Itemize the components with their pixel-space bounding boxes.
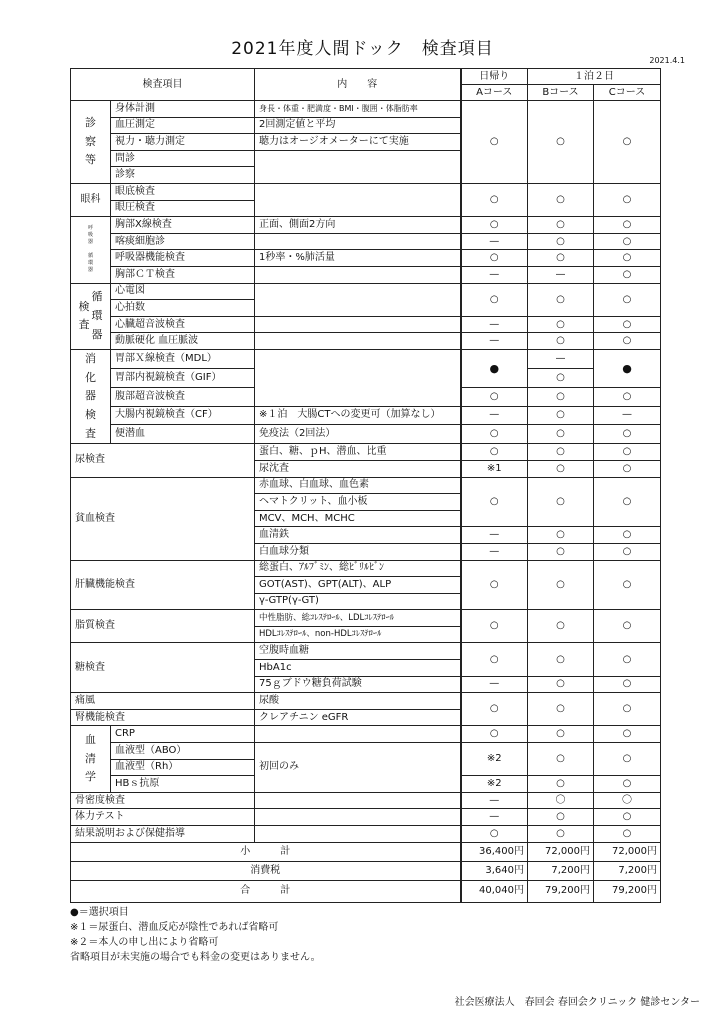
mark-a: — — [461, 527, 528, 544]
mark-a: — — [461, 266, 528, 283]
mark-c: ○ — [594, 101, 661, 184]
content-label: HbA1c — [255, 660, 461, 677]
mark-c: ○ — [594, 693, 661, 726]
mark-c: ○ — [594, 543, 661, 560]
table-row — [71, 250, 661, 267]
content-label: 中性脂肪、総ｺﾚｽﾃﾛｰﾙ、LDLｺﾚｽﾃﾛｰﾙ — [255, 610, 461, 627]
header-course-a: Aコース — [461, 85, 528, 101]
mark-c: 〇 — [594, 792, 661, 809]
mark-a: ○ — [461, 560, 528, 610]
content-label: HDLｺﾚｽﾃﾛｰﾙ、non-HDLｺﾚｽﾃﾛｰﾙ — [255, 626, 461, 643]
content-label: γ-GTP(γ-GT) — [255, 593, 461, 610]
mark-b: ○ — [528, 444, 594, 461]
item-label: 血液型（ABO） — [111, 743, 255, 760]
item-label: 便潜血 — [111, 425, 255, 444]
note-line: 省略項目が未実施の場合でも料金の変更はありません。 — [70, 952, 321, 963]
total-label: 合 計 — [71, 880, 461, 902]
mark-a: — — [461, 809, 528, 826]
mark-a: — — [461, 792, 528, 809]
header-ippaku: １泊２日 — [528, 69, 661, 85]
mark-c: ○ — [594, 333, 661, 350]
tax-row — [71, 861, 661, 880]
mark-a: — — [461, 333, 528, 350]
mark-b: ○ — [528, 477, 594, 527]
item-label: 呼吸器機能検査 — [111, 250, 255, 267]
note-line: ※２＝本人の申し出により省略可 — [70, 937, 219, 948]
content-label: 身長・体重・肥満度・BMI・腹囲・体脂肪率 — [255, 101, 461, 118]
content-label — [255, 349, 461, 406]
mark-c: ○ — [594, 316, 661, 333]
content-label — [255, 233, 461, 250]
mark-c: ○ — [594, 283, 661, 316]
total-c: 79,200円 — [594, 880, 661, 902]
mark-a: ※2 — [461, 776, 528, 793]
content-label: 2回測定値と平均 — [255, 117, 461, 134]
mark-b: ○ — [528, 406, 594, 425]
mark-c: ○ — [594, 217, 661, 234]
mark-b: — — [528, 266, 594, 283]
mark-c: ○ — [594, 826, 661, 843]
item-label: 胃部内視鏡検査（GIF） — [111, 368, 255, 387]
mark-c: ● — [594, 349, 661, 387]
content-label — [255, 726, 461, 743]
group-kessei: 血 清 学 — [71, 726, 111, 792]
mark-b: 〇 — [528, 792, 594, 809]
header-content: 内 容 — [255, 69, 461, 101]
content-label: 総蛋白、ｱﾙﾌﾞﾐﾝ、総ﾋﾞﾘﾙﾋﾞﾝ — [255, 560, 461, 577]
mark-a: ○ — [461, 283, 528, 316]
group-shinsatsu: 診 察 等 — [71, 101, 111, 184]
group-shokaki: 消 化 器 検 査 — [71, 349, 111, 443]
mark-a: ○ — [461, 183, 528, 216]
content-label: GOT(AST)、GPT(ALT)、ALP — [255, 577, 461, 594]
notes — [70, 905, 321, 965]
mark-a: ○ — [461, 477, 528, 527]
content-label: 蛋白、糖、ｐH、潜血、比重 — [255, 444, 461, 461]
mark-c: ○ — [594, 183, 661, 216]
table-row — [71, 726, 661, 743]
mark-a: — — [461, 233, 528, 250]
item-label: 眼底検査 — [111, 183, 255, 200]
mark-a: ○ — [461, 693, 528, 726]
content-label: 尿酸 — [255, 693, 461, 710]
item-label: 血液型（Rh） — [111, 759, 255, 776]
item-label: 眼圧検査 — [111, 200, 255, 217]
table-row — [71, 693, 661, 710]
mark-b: ○ — [528, 610, 594, 643]
table-row — [71, 406, 661, 425]
item-label: 身体計測 — [111, 101, 255, 118]
content-label: 初回のみ — [255, 743, 461, 793]
group-junkanki: 循 環 器 — [91, 290, 103, 341]
item-label: 視力・聴力測定 — [111, 134, 255, 151]
mark-a: — — [461, 543, 528, 560]
subtotal-row — [71, 842, 661, 861]
content-label: 尿沈査 — [255, 460, 461, 477]
mark-a: — — [461, 406, 528, 425]
group-shishitsu: 脂質検査 — [71, 610, 255, 643]
group-hinketsu: 貧血検査 — [71, 477, 255, 560]
content-label: 赤血球、白血球、血色素 — [255, 477, 461, 494]
content-label: 正面、側面2方向 — [255, 217, 461, 234]
mark-a: — — [461, 676, 528, 693]
mark-a: ○ — [461, 101, 528, 184]
mark-a: ○ — [461, 425, 528, 444]
group-jinzo: 腎機能検査 — [71, 709, 255, 726]
mark-b: ○ — [528, 368, 594, 387]
mark-a: ○ — [461, 217, 528, 234]
mark-a: ○ — [461, 250, 528, 267]
mark-a: ○ — [461, 387, 528, 406]
mark-b: — — [528, 349, 594, 368]
mark-a: ○ — [461, 444, 528, 461]
item-label: 胸部X線検査 — [111, 217, 255, 234]
total-a: 40,040円 — [461, 880, 528, 902]
mark-c: ○ — [594, 477, 661, 527]
content-label — [255, 809, 461, 826]
mark-b: ○ — [528, 776, 594, 793]
content-label — [255, 316, 461, 333]
mark-a: ※2 — [461, 743, 528, 776]
content-label — [255, 826, 461, 843]
mark-b: ○ — [528, 693, 594, 726]
item-label: 動脈硬化 血圧脈波 — [111, 333, 255, 350]
mark-c: ○ — [594, 460, 661, 477]
mark-b: ○ — [528, 101, 594, 184]
content-label — [255, 283, 461, 316]
content-label: 75ｇブドウ糖負荷試験 — [255, 676, 461, 693]
content-label: 空腹時血糖 — [255, 643, 461, 660]
table-row — [71, 610, 661, 627]
item-label: 診察 — [111, 167, 255, 184]
group-kanzo: 肝臓機能検査 — [71, 560, 255, 610]
mark-b: ○ — [528, 676, 594, 693]
group-nyo: 尿検査 — [71, 444, 255, 477]
total-b: 79,200円 — [528, 880, 594, 902]
mark-c: ○ — [594, 266, 661, 283]
content-label: 血清鉄 — [255, 527, 461, 544]
table-row — [71, 349, 661, 368]
content-label: 1秒率・%肺活量 — [255, 250, 461, 267]
mark-c: ○ — [594, 444, 661, 461]
mark-b: ○ — [528, 283, 594, 316]
item-label: 心拍数 — [111, 300, 255, 317]
subtotal-b: 72,000円 — [528, 842, 594, 861]
note-line: ※１＝尿蛋白、潜血反応が陰性であれば省略可 — [70, 922, 279, 933]
content-label — [255, 183, 461, 216]
header-course-b: Bコース — [528, 85, 594, 101]
table-row — [71, 283, 661, 300]
mark-a: ○ — [461, 826, 528, 843]
table-row — [71, 101, 661, 118]
total-row — [71, 880, 661, 902]
mark-c: ○ — [594, 425, 661, 444]
mark-b: ○ — [528, 217, 594, 234]
mark-b: ○ — [528, 233, 594, 250]
item-label: 血圧測定 — [111, 117, 255, 134]
subtotal-c: 72,000円 — [594, 842, 661, 861]
mark-c: ○ — [594, 726, 661, 743]
item-label: 問診 — [111, 150, 255, 167]
group-tairyoku: 体力テスト — [71, 809, 255, 826]
item-label: HBｓ抗原 — [111, 776, 255, 793]
table-row — [71, 792, 661, 809]
mark-c: ○ — [594, 387, 661, 406]
group-kensa: 検 査 — [78, 299, 90, 332]
mark-a: — — [461, 316, 528, 333]
mark-c: ○ — [594, 743, 661, 776]
mark-b: ○ — [528, 316, 594, 333]
mark-a: ○ — [461, 610, 528, 643]
mark-c: ○ — [594, 776, 661, 793]
tax-label: 消費税 — [71, 861, 461, 880]
item-label: 喀痰細胞診 — [111, 233, 255, 250]
table-row — [71, 809, 661, 826]
mark-b: ○ — [528, 560, 594, 610]
tax-c: 7,200円 — [594, 861, 661, 880]
mark-b: ○ — [528, 425, 594, 444]
table-row — [71, 643, 661, 660]
content-label — [255, 150, 461, 183]
header-course-c: Cコース — [594, 85, 661, 101]
footer-organization: 社会医療法人 春回会 春回会クリニック 健診センター — [454, 997, 700, 1008]
mark-b: ○ — [528, 826, 594, 843]
header-higaeri: 日帰り — [461, 69, 528, 85]
item-label: 心電図 — [111, 283, 255, 300]
content-label: ※１泊 大腸CTへの変更可（加算なし） — [255, 406, 461, 425]
mark-b: ○ — [528, 387, 594, 406]
content-label: MCV、MCH、MCHC — [255, 510, 461, 527]
mark-b: ○ — [528, 250, 594, 267]
group-tsufu: 痛風 — [71, 693, 255, 710]
content-label: 聴力はオージオメーターにて実施 — [255, 134, 461, 151]
document-title: 2021年度人間ドック 検査項目 — [231, 39, 494, 59]
mark-b: ○ — [528, 527, 594, 544]
tax-b: 7,200円 — [528, 861, 594, 880]
table-row — [71, 425, 661, 444]
subtotal-a: 36,400円 — [461, 842, 528, 861]
mark-b: ○ — [528, 333, 594, 350]
mark-a: ● — [461, 349, 528, 387]
group-junkanki-cell — [71, 283, 111, 349]
mark-b: ○ — [528, 809, 594, 826]
mark-c: ○ — [594, 676, 661, 693]
mark-b: ○ — [528, 460, 594, 477]
mark-a: ○ — [461, 643, 528, 676]
table-row — [71, 826, 661, 843]
item-label: 腹部超音波検査 — [111, 387, 255, 406]
mark-c: ○ — [594, 250, 661, 267]
table-row — [71, 266, 661, 283]
table-row — [71, 743, 661, 760]
item-label: 胸部ＣＴ検査 — [111, 266, 255, 283]
mark-c: ○ — [594, 527, 661, 544]
group-kokyuki: 呼 吸 器 循 環 器 — [71, 217, 111, 283]
group-kekka: 結果説明および保健指導 — [71, 826, 255, 843]
content-label: クレアチニン eGFR — [255, 709, 461, 726]
table-row — [71, 233, 661, 250]
content-label: ヘマトクリット、血小板 — [255, 494, 461, 511]
header-item: 検査項目 — [71, 69, 255, 101]
mark-a: ※1 — [461, 460, 528, 477]
group-tou: 糖検査 — [71, 643, 255, 693]
mark-b: ○ — [528, 183, 594, 216]
mark-b: ○ — [528, 543, 594, 560]
table-row — [71, 316, 661, 333]
mark-c: ○ — [594, 809, 661, 826]
mark-b: ○ — [528, 743, 594, 776]
mark-c: — — [594, 406, 661, 425]
content-label — [255, 266, 461, 283]
group-ganka: 眼科 — [71, 183, 111, 216]
content-label: 白血球分類 — [255, 543, 461, 560]
mark-b: ○ — [528, 726, 594, 743]
mark-c: ○ — [594, 560, 661, 610]
subtotal-label: 小 計 — [71, 842, 461, 861]
table-row — [71, 183, 661, 200]
table-row — [71, 477, 661, 494]
document-date: 2021.4.1 — [649, 56, 685, 65]
mark-c: ○ — [594, 610, 661, 643]
mark-c: ○ — [594, 233, 661, 250]
item-label: CRP — [111, 726, 255, 743]
table-row — [71, 444, 661, 461]
table-row — [71, 560, 661, 577]
tax-a: 3,640円 — [461, 861, 528, 880]
mark-b: ○ — [528, 643, 594, 676]
group-kotsu: 骨密度検査 — [71, 792, 255, 809]
mark-a: ○ — [461, 726, 528, 743]
item-label: 心臓超音波検査 — [111, 316, 255, 333]
mark-c: ○ — [594, 643, 661, 676]
content-label — [255, 333, 461, 350]
header-row-1 — [71, 69, 661, 85]
note-line: ●＝選択項目 — [70, 907, 129, 918]
exam-items-table — [70, 68, 661, 903]
table-row — [71, 333, 661, 350]
item-label: 胃部Ｘ線検査（MDL） — [111, 349, 255, 368]
table-row — [71, 217, 661, 234]
item-label: 大腸内視鏡検査（CF） — [111, 406, 255, 425]
content-label — [255, 792, 461, 809]
content-label: 免疫法（2回法） — [255, 425, 461, 444]
